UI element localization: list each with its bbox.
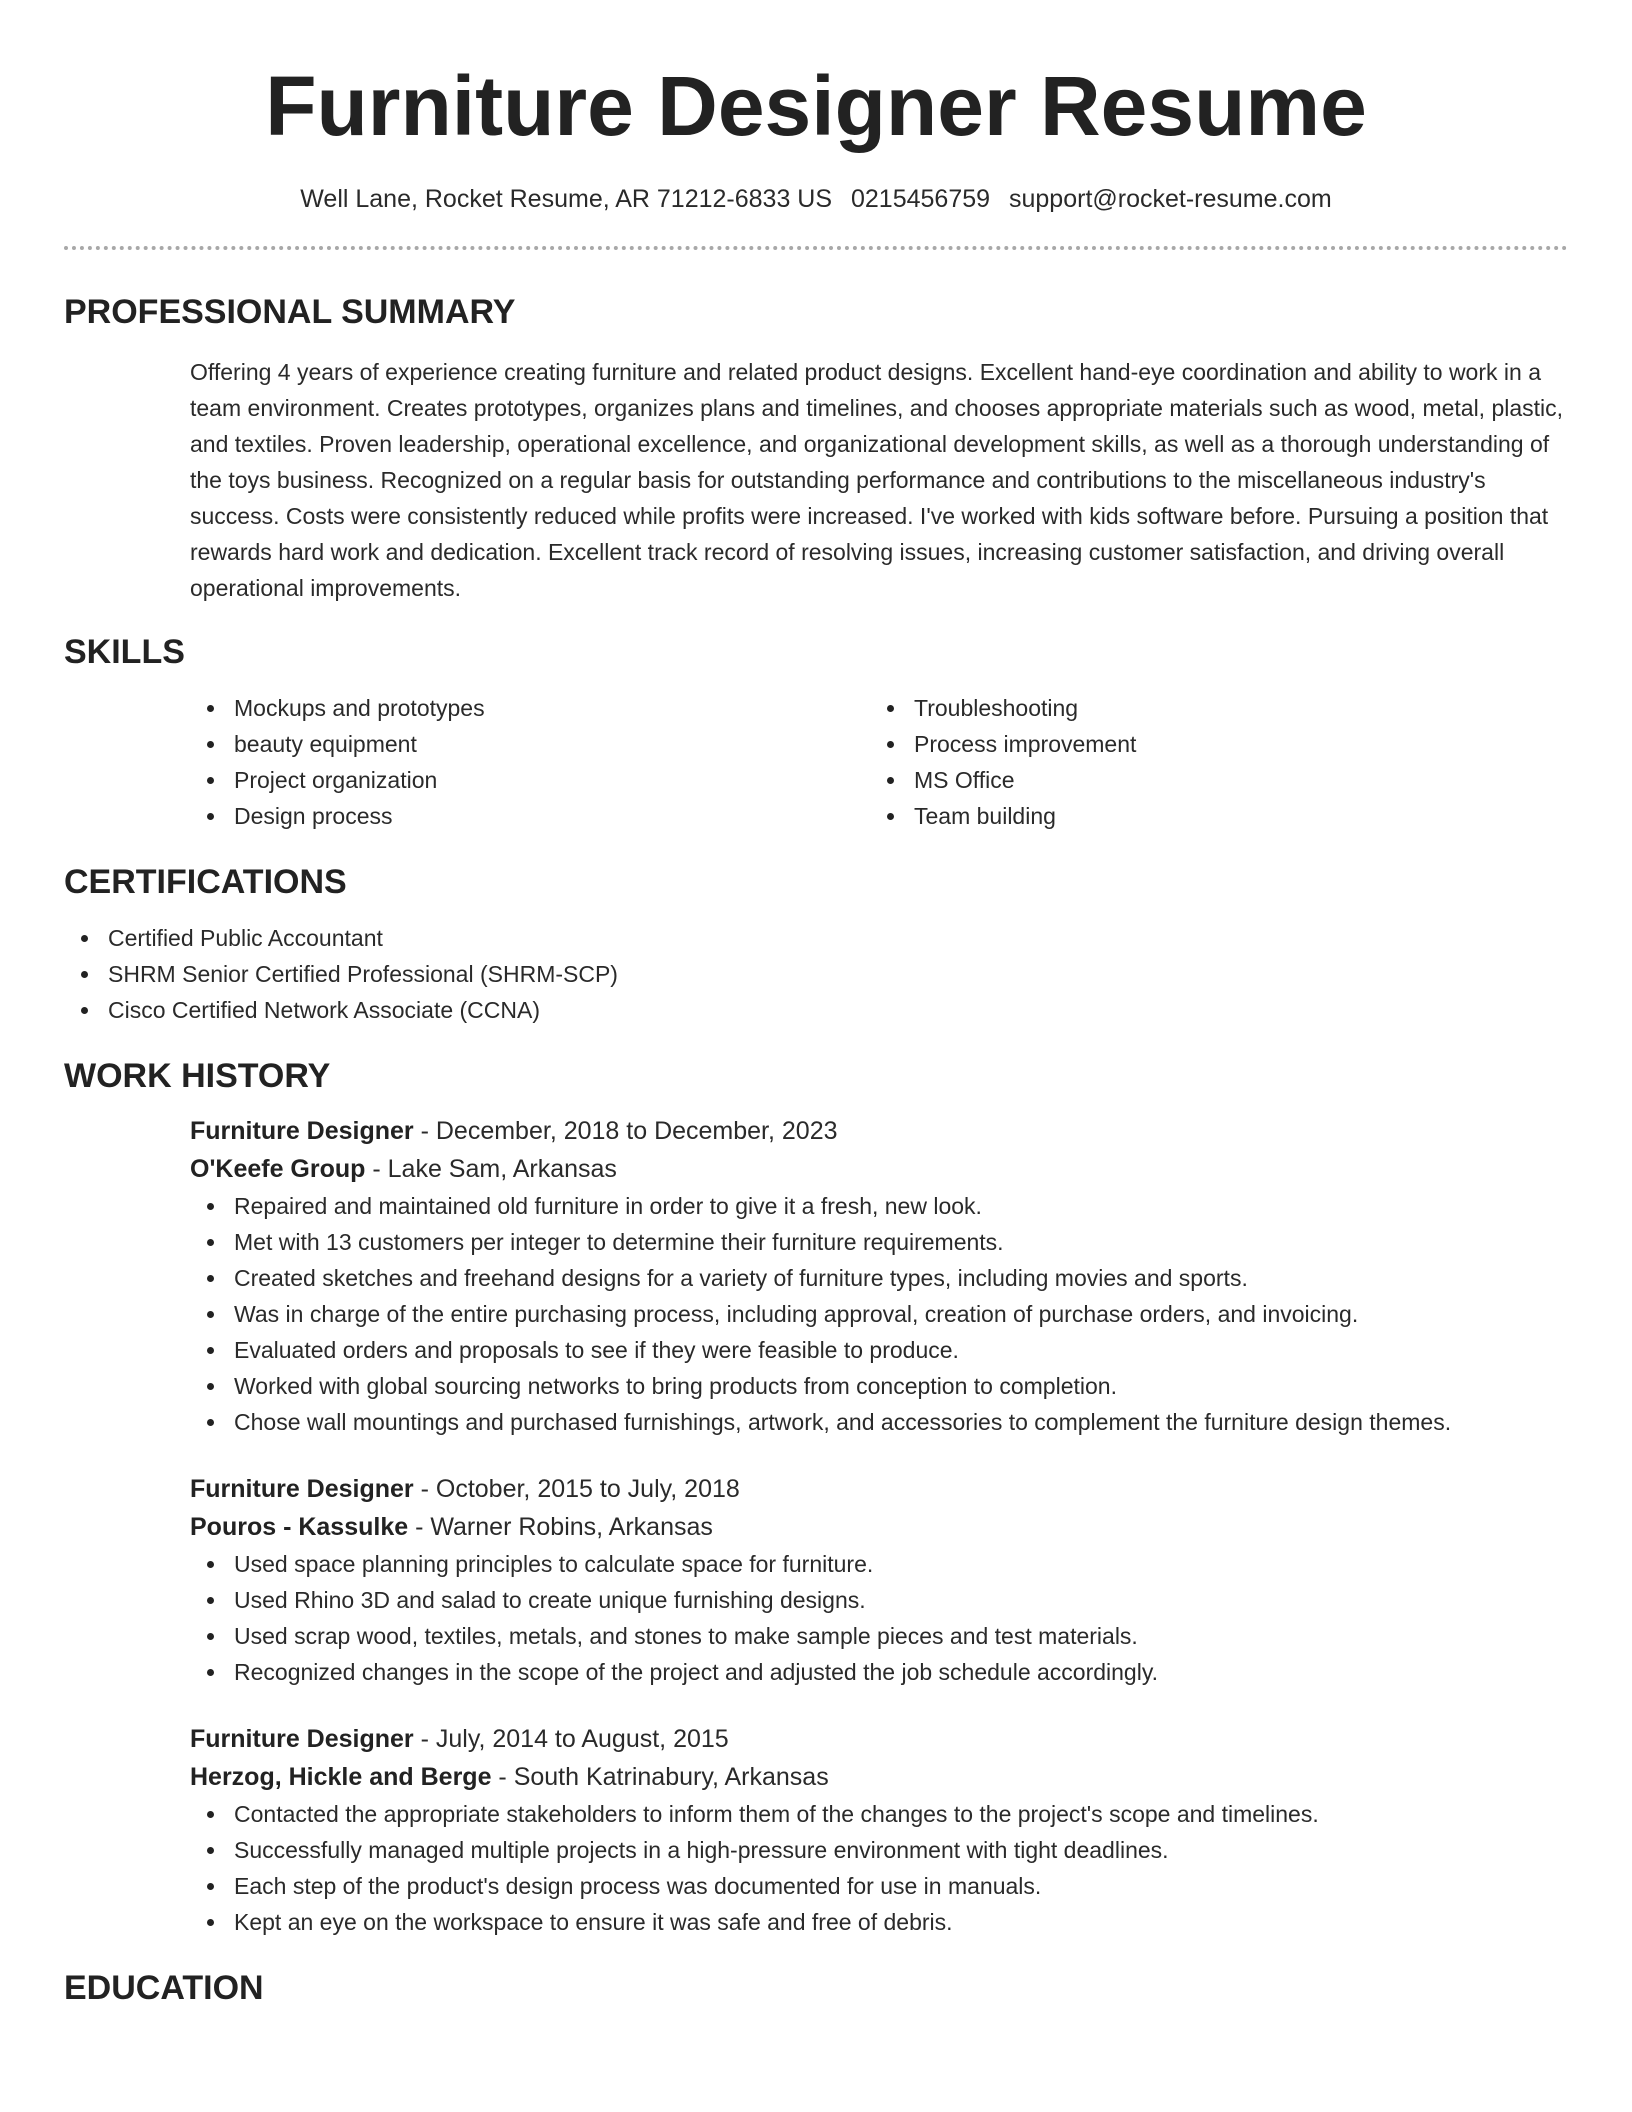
education-heading: EDUCATION: [64, 1969, 264, 2007]
resume-title: Furniture Designer Resume: [265, 59, 1367, 153]
job-company-line: O'Keefe Group - Lake Sam, Arkansas: [190, 1155, 617, 1183]
job-duty: Used space planning principles to calculate space for furniture.: [190, 1546, 1568, 1582]
skills-heading: SKILLS: [64, 633, 185, 671]
summary-text: Offering 4 years of experience creating furniture and related product designs. Excellent hand-eye coordination and ability to work in a team environment. Creates prototypes, organizes plans and timelines, and chooses appropriate materials such as wood, metal, plastic, and textiles. Proven leadership, operational excellence, and organizational development skills, as well as a thorough understanding of the toys business. Recognized on a regular basis for outstanding performance and contributions to the miscellaneous industry's success. Costs were consistently reduced while profits were increased. I've worked with kids software before. Pursuing a position that rewards hard work and dedication. Excellent track record of resolving issues, increasing customer satisfaction, and driving overall operational improvements.: [190, 359, 1564, 601]
job-duty: Successfully managed multiple projects in a high-pressure environment with tight deadlines.: [190, 1832, 1568, 1868]
certification-item: Certified Public Accountant: [64, 920, 1568, 956]
skills-list-left: [190, 690, 870, 834]
skill-item: beauty equipment: [190, 726, 870, 762]
work-history-heading: WORK HISTORY: [64, 1057, 331, 1095]
job-title: Furniture Designer: [190, 1475, 414, 1503]
skill-item: Design process: [190, 798, 870, 834]
job-duty: Evaluated orders and proposals to see if they were feasible to produce.: [190, 1332, 1568, 1368]
job-entry: [190, 1470, 1568, 1690]
skills-section: [64, 630, 1568, 834]
summary-section: [64, 290, 1568, 606]
job-duties-list: [64, 1188, 1568, 1440]
job-title-line: Furniture Designer - October, 2015 to July, 2018: [190, 1475, 740, 1503]
certifications-heading: CERTIFICATIONS: [64, 863, 347, 901]
job-duty: Chose wall mountings and purchased furnishings, artwork, and accessories to complement the furniture design themes.: [190, 1404, 1568, 1440]
certification-item: Cisco Certified Network Associate (CCNA): [64, 992, 1568, 1028]
job-entry: [190, 1112, 1568, 1440]
job-duty: Kept an eye on the workspace to ensure it was safe and free of debris.: [190, 1904, 1568, 1940]
skill-item: Process improvement: [870, 726, 1550, 762]
contact-address: Well Lane, Rocket Resume, AR 71212-6833 US: [300, 185, 833, 213]
education-section: [64, 1966, 1568, 2010]
job-duty: Worked with global sourcing networks to bring products from conception to completion.: [190, 1368, 1568, 1404]
job-dates: October, 2015 to July, 2018: [435, 1475, 740, 1503]
job-duty: Used scrap wood, textiles, metals, and stones to make sample pieces and test materials.: [190, 1618, 1568, 1654]
skill-item: Troubleshooting: [870, 690, 1550, 726]
skill-item: Mockups and prototypes: [190, 690, 870, 726]
skill-item: MS Office: [870, 762, 1550, 798]
job-duty: Used Rhino 3D and salad to create unique furnishing designs.: [190, 1582, 1568, 1618]
contact-email: support@rocket-resume.com: [1009, 185, 1332, 213]
job-duty: Created sketches and freehand designs for a variety of furniture types, including movies and sports.: [190, 1260, 1568, 1296]
job-title: Furniture Designer: [190, 1117, 414, 1145]
contact-line: [64, 182, 1568, 216]
job-dates: December, 2018 to December, 2023: [435, 1117, 838, 1145]
resume-page: [64, 0, 1568, 2010]
job-title-line: Furniture Designer - July, 2014 to August, 2015: [190, 1725, 729, 1753]
job-dates: July, 2014 to August, 2015: [435, 1725, 729, 1753]
job-duty: Met with 13 customers per integer to determine their furniture requirements.: [190, 1224, 1568, 1260]
job-company: O'Keefe Group: [190, 1155, 366, 1183]
job-duty: Contacted the appropriate stakeholders to inform them of the changes to the project's scope and timelines.: [190, 1796, 1568, 1832]
job-title: Furniture Designer: [190, 1725, 414, 1753]
job-duty: Was in charge of the entire purchasing process, including approval, creation of purchase orders, and invoicing.: [190, 1296, 1568, 1332]
job-location: South Katrinabury, Arkansas: [513, 1763, 829, 1791]
job-duty: Recognized changes in the scope of the project and adjusted the job schedule accordingly.: [190, 1654, 1568, 1690]
job-entry: [190, 1720, 1568, 1940]
job-company-line: Pouros - Kassulke - Warner Robins, Arkansas: [190, 1513, 713, 1541]
certifications-section: [64, 860, 1568, 1028]
skill-item: Team building: [870, 798, 1550, 834]
job-duties-list: [64, 1796, 1568, 1940]
certification-item: SHRM Senior Certified Professional (SHRM-SCP): [64, 956, 1568, 992]
contact-phone: 0215456759: [851, 185, 991, 213]
job-company: Pouros - Kassulke: [190, 1513, 409, 1541]
skills-grid: [190, 690, 1568, 834]
skills-list-right: [870, 690, 1550, 834]
job-title-line: Furniture Designer - December, 2018 to December, 2023: [190, 1117, 838, 1145]
job-duties-list: [64, 1546, 1568, 1690]
job-duty: Repaired and maintained old furniture in order to give it a fresh, new look.: [190, 1188, 1568, 1224]
summary-heading: PROFESSIONAL SUMMARY: [64, 293, 516, 331]
skill-item: Project organization: [190, 762, 870, 798]
job-company-line: Herzog, Hickle and Berge - South Katrinabury, Arkansas: [190, 1763, 829, 1791]
job-company: Herzog, Hickle and Berge: [190, 1763, 492, 1791]
job-location: Lake Sam, Arkansas: [387, 1155, 617, 1183]
work-history-section: [64, 1054, 1568, 1940]
header-divider: [64, 246, 1568, 250]
certifications-list: [64, 920, 1568, 1028]
job-duty: Each step of the product's design process was documented for use in manuals.: [190, 1868, 1568, 1904]
job-location: Warner Robins, Arkansas: [430, 1513, 713, 1541]
